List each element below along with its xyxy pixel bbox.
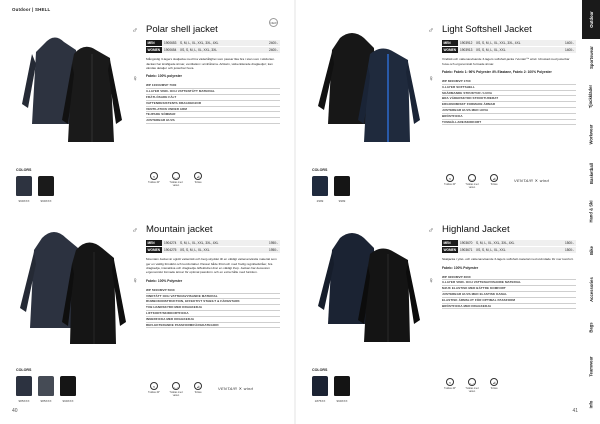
size-price: 1400:- (560, 40, 576, 46)
size-gender: MEN (146, 240, 162, 246)
feature-item: WP 3000/MVP 3000 (442, 275, 576, 281)
feature-item: REFLEKTERANDE PASSFORM/FÄRGKATEGORI (146, 323, 280, 329)
tab-accessories[interactable] (582, 270, 600, 309)
size-article: 1904275 (164, 247, 177, 252)
size-table (442, 240, 576, 253)
color-swatch (312, 376, 328, 396)
male-icon: ♂ (428, 226, 434, 235)
female-icon: ♀ (428, 276, 434, 285)
female-icon: ♀ (428, 74, 434, 83)
tab-info[interactable] (582, 385, 600, 424)
size-row (442, 240, 576, 246)
tab-label: Accessories (588, 276, 594, 302)
care-label: Torkas (194, 391, 202, 394)
tab-basketball[interactable] (582, 154, 600, 193)
male-icon: ♂ (132, 226, 138, 235)
size-sizes: XS, S, M, L, XL, XXL (474, 47, 560, 53)
feature-item: WP 8000/MVP 1700 (442, 79, 576, 85)
size-gender: WOMEN (443, 247, 457, 252)
feature-item: VATTENRESISTENTA DRAGKEDJOR (146, 101, 280, 107)
color-swatch (16, 376, 32, 396)
swatch-code: 999XXX (336, 399, 348, 403)
female-icon: ♀ (132, 74, 138, 83)
feature-item: JUSTERBAR HUVA MED ELASTISK KANAL (442, 292, 576, 298)
care-icon: ≈ (150, 382, 158, 390)
care-label: Torkas (490, 387, 498, 390)
new-badge: NEW (269, 18, 278, 27)
product-fabric: Fabric: 100% Polyester (442, 265, 479, 270)
tab-workwear[interactable] (582, 116, 600, 155)
feature-item: JUSTERBAR HUVA MED HUVA (442, 108, 576, 114)
care-icon: ◡ (172, 172, 180, 180)
size-price: 2400:- (264, 40, 280, 46)
size-price: 1400:- (560, 47, 576, 53)
size-article: 1900654 (164, 47, 177, 52)
tab-label: Teamwear (588, 356, 594, 377)
swatch-code: 999XXX (18, 199, 30, 203)
product-info (146, 24, 280, 124)
care-symbol (146, 382, 162, 397)
tab-label: Bags (588, 322, 594, 333)
care-symbol (146, 172, 162, 187)
feature-item: 3-LAYER VIND- OCH VATTENTÄTT MATERIAL (146, 89, 280, 95)
feature-item: TUB HANDSKYDD MED DRAGKEDJA (146, 305, 280, 311)
male-icon: ♂ (428, 26, 434, 35)
tab-label: Basketball (588, 162, 594, 184)
tab-label: Info (588, 400, 594, 409)
care-symbol (190, 382, 206, 397)
feature-item: MJUK ELASTISK MED BÄTTRE KOMFORT (442, 286, 576, 292)
product-description: Skaljacka i ytlet- och vattenavvisande 3-lagers softshell-material med utvindade för mer komfort. (442, 257, 574, 262)
tab-label: Tjockkläder (588, 84, 594, 108)
care-label: Tvättas med vatten (465, 387, 479, 393)
swatch-code: 2999 (316, 199, 324, 203)
size-row (442, 40, 576, 46)
tab-bags[interactable] (582, 308, 600, 347)
care-icon: ◡ (468, 174, 476, 182)
care-icon: ⊿ (490, 378, 498, 386)
feature-item: WP 10000/MVP 7000 (146, 83, 280, 89)
size-gender: WOMEN (443, 47, 457, 52)
product-description: Mångsidig 3-lagers skaljacka med bra vädertålighet som passar lika bra i stan som i skidorten. Jackan har knäfigade ärmar, ventilation i armhålorna. Artikeln, välventilerade dragkedjor; kan vändas detaljer och justerbar huva. (146, 57, 275, 70)
size-sizes: XS, S, M, L, XL, XXL (178, 247, 264, 253)
feature-list (442, 275, 576, 310)
size-sizes: S, M, L, XL, XXL, 3XL, 4XL (178, 40, 264, 46)
size-price: 1950:- (264, 240, 280, 246)
care-label: Tvättas med vatten (465, 183, 479, 189)
size-gender: WOMEN (147, 47, 161, 52)
care-symbol (168, 172, 184, 187)
care-icons (442, 378, 502, 393)
section-tag: Outdoor | SHELL (12, 7, 51, 12)
colors-label: COLORS (16, 168, 32, 172)
section-tabs (582, 0, 600, 424)
feature-item: LIFTKORT/SKIDKORTFICKA (146, 311, 280, 317)
product-title: Highland Jacket (442, 224, 510, 235)
size-row (146, 247, 280, 253)
product-title: Polar shell jacket (146, 24, 218, 35)
tab-hand-ski[interactable] (582, 193, 600, 232)
size-table (146, 40, 280, 53)
care-icon: ≈ (446, 174, 454, 182)
colors-label: COLORS (312, 368, 328, 372)
tab-outdoor[interactable] (582, 0, 600, 39)
product-photo (14, 24, 132, 164)
right-page (300, 0, 582, 424)
feature-item: RUMBOKONSTRUKTION, EFFEKTIVT STABILT & FÄRGSTARK (146, 299, 280, 305)
care-icons (146, 172, 206, 187)
product-fabric: Fabric: Fabric 1: 96% Polyester 4% Elastane, Fabric 2: 100% Polyester (442, 69, 552, 74)
care-icons (442, 174, 502, 189)
product-title: Light Softshell Jacket (442, 24, 532, 35)
size-row (146, 40, 280, 46)
swatch-code: 1875XX (314, 399, 326, 403)
tab-teamwear[interactable] (582, 347, 600, 386)
size-price: 1500:- (560, 247, 576, 253)
size-sizes: S, M, L, XL, XXL, 3XL, 4XL (178, 240, 264, 246)
tab-label: Outdoor (588, 11, 594, 28)
swatch-code: 985XXX (40, 399, 52, 403)
product-mountain (8, 218, 280, 416)
colors-label: COLORS (312, 168, 328, 172)
feature-item: INNERFICKA MED DRAGKEDJA (146, 317, 280, 323)
feature-item: BRÖSTFICKA (442, 114, 576, 120)
size-article: 1903670 (460, 241, 473, 245)
left-page (0, 0, 290, 424)
product-fabric: Fabric: 100% Polyester (146, 278, 183, 283)
care-label: Tvättas 40° (147, 391, 161, 394)
product-info (442, 224, 576, 309)
care-symbol (442, 378, 458, 393)
size-article: 1903671 (460, 247, 473, 252)
care-icon: ⊿ (194, 172, 202, 180)
product-photo (14, 224, 132, 364)
care-symbol (464, 174, 480, 189)
care-label: Tvättas 40° (443, 387, 457, 390)
color-swatch (334, 376, 350, 396)
care-label: Tvättas 40° (443, 183, 457, 186)
swatch-code: 999XXX (40, 199, 52, 203)
care-symbol (486, 378, 502, 393)
care-symbol (464, 378, 480, 393)
product-info (146, 224, 280, 328)
feature-item: TUMHÅLLARE/SKIDKORT (442, 120, 576, 126)
page-number-right: 41 (572, 408, 578, 414)
feature-item: ELASTISK ÄRMSLUT FÖR OPTIMAL PASSFORM (442, 298, 576, 304)
jacket-image (14, 24, 132, 164)
care-icons (146, 382, 206, 397)
jacket-image (310, 224, 428, 364)
swatch-code: 999XXX (62, 399, 74, 403)
page-number-left: 40 (12, 408, 18, 414)
size-gender: MEN (442, 240, 458, 246)
size-price: 1500:- (560, 240, 576, 246)
page-gutter (294, 0, 296, 424)
tab-label: Workwear (588, 124, 594, 145)
care-label: Tvättas 40° (147, 181, 161, 184)
swatch-code: 985XXX (18, 399, 30, 403)
jacket-image (310, 24, 428, 164)
product-title: Mountain jacket (146, 224, 213, 235)
feature-item: ERGONOMISKT FORMADE ÄRMAR (442, 102, 576, 108)
feature-item: BRA VÄDERSKYDD STRUKTURERAT (442, 96, 576, 102)
product-description: Mountain Jacket är ogivlit vattentätt och berg-skyddet till en väldigt vattenanvända material som ger en väldig förstärkt och komfortabel. Passar både fritid och med frodig regnkladstråer, bra dragkedja, interaktiva och dragkedja. Effektivitet drar en väldigt ihop. Jackan har dessutom ergonomiskt formade ärmar för optimal passform och en extra hålle med funktion. (146, 257, 277, 275)
product-highland (304, 218, 576, 416)
care-symbol (486, 174, 502, 189)
feature-list (146, 288, 280, 329)
tab-label: Hand & Ski (588, 200, 594, 224)
feature-list (442, 79, 576, 125)
product-light-softshell (304, 18, 576, 216)
feature-item: JUSTERBAR HUVA (146, 118, 280, 124)
size-price: 1950:- (264, 247, 280, 253)
care-icon: ≈ (150, 172, 158, 180)
care-label: Tvättas med vatten (169, 391, 183, 397)
care-symbol (190, 172, 206, 187)
size-row (146, 240, 280, 246)
colors-label: COLORS (16, 368, 32, 372)
feature-item: SKÄRMANDE STRUKTUR / HUVA (442, 91, 576, 97)
size-article: 1900653 (164, 41, 177, 45)
care-icon: ⊿ (194, 382, 202, 390)
size-gender: MEN (146, 40, 162, 46)
product-photo (310, 24, 428, 164)
size-table (146, 240, 280, 253)
care-symbol (168, 382, 184, 397)
feature-item: VINDTÄTT OCH VATTENAVVISANDE MATERIAL (146, 294, 280, 300)
color-swatch (60, 376, 76, 396)
care-icon: ◡ (172, 382, 180, 390)
color-swatch (38, 376, 54, 396)
feature-item: FRÄTLÖSADE FÄLT (146, 95, 280, 101)
brand-logo: VENTAIR ✕ wind (218, 386, 254, 391)
jacket-image (14, 224, 132, 364)
care-label: Torkas (490, 183, 498, 186)
swatch-code: 9999 (338, 199, 346, 203)
size-sizes: XS, S, M, L, XL, XXL, 3XL (178, 47, 264, 53)
product-polar-shell (8, 18, 280, 216)
color-swatch (312, 176, 328, 196)
size-gender: WOMEN (147, 247, 161, 252)
size-price: 2400:- (264, 47, 280, 53)
female-icon: ♀ (132, 276, 138, 285)
care-icon: ⊿ (490, 174, 498, 182)
feature-item: VENTILATION UNDER ARM (146, 107, 280, 113)
tab-sportswear[interactable] (582, 39, 600, 78)
size-sizes: XS, S, M, L, XL, XXL (474, 247, 560, 253)
color-swatch (16, 176, 32, 196)
male-icon: ♂ (132, 26, 138, 35)
product-fabric: Fabric: 100% polyester (146, 74, 182, 79)
product-info (442, 24, 576, 125)
tab-tjockkl-der[interactable] (582, 77, 600, 116)
care-icon: ◡ (468, 378, 476, 386)
size-table (442, 40, 576, 53)
brand-logo: VENTAIR ✕ wind (514, 178, 550, 183)
feature-item: 3-LAYER SOFTSHELL (442, 85, 576, 91)
feature-item: 3-LAYER VIND- OCH VATTENAVVISANDE MATERIAL (442, 280, 576, 286)
size-sizes: S, M, L, XL, XXL, 3XL, 4XL (474, 240, 560, 246)
product-description: Vindtätt och vattenavvisande 3-lagers softshell-jacka i Ventair™ wind. Utrustad med justerbar huva och ergonomiskt formade ärmar. (442, 57, 570, 66)
feature-item: TEJPADE SÖMMAR (146, 112, 280, 118)
size-sizes: XS, S, M, L, XL, XXL, 3XL, 4XL (474, 40, 560, 46)
tab-label: Bike (588, 246, 594, 255)
product-photo (310, 224, 428, 364)
color-swatch (38, 176, 54, 196)
size-gender: MEN (442, 40, 458, 46)
size-row (442, 47, 576, 53)
care-label: Torkas (194, 181, 202, 184)
tab-bike[interactable] (582, 231, 600, 270)
size-article: 1903913 (460, 47, 473, 52)
care-symbol (442, 174, 458, 189)
size-article: 1904274 (164, 241, 177, 245)
feature-list (146, 83, 280, 124)
color-swatch (334, 176, 350, 196)
size-article: 1903912 (460, 41, 473, 45)
size-row (442, 247, 576, 253)
tab-label: Sportswear (588, 46, 594, 70)
feature-item: BRÖSTFICKA MED DRAGKEDJA (442, 304, 576, 310)
care-label: Tvättas med vatten (169, 181, 183, 187)
care-icon: ≈ (446, 378, 454, 386)
feature-item: WP 5000/MVP 5000 (146, 288, 280, 294)
size-row (146, 47, 280, 53)
